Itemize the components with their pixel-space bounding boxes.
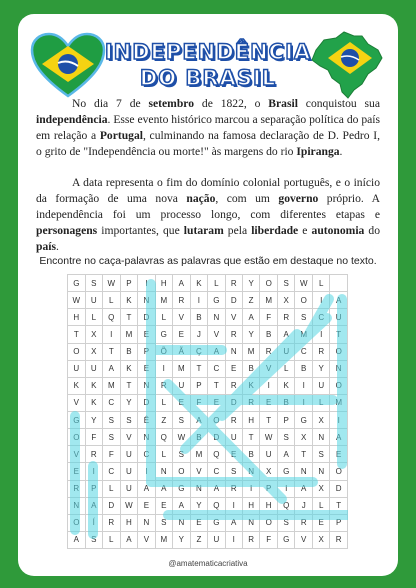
grid-cell: T (330, 326, 348, 343)
grid-cell: Õ (155, 343, 172, 360)
grid-cell: O (260, 514, 278, 531)
grid-cell: A (278, 326, 295, 343)
grid-cell: K (85, 394, 102, 411)
grid-cell: T (120, 309, 138, 326)
grid-cell: S (102, 429, 120, 446)
grid-cell: S (278, 275, 295, 292)
grid-cell: I (278, 480, 295, 497)
grid-cell: C (208, 463, 225, 480)
grid-cell: E (138, 360, 155, 377)
grid-cell: R (225, 377, 242, 394)
grid-cell: I (295, 377, 313, 394)
grid-cell: E (225, 446, 242, 463)
grid-cell: B (120, 343, 138, 360)
grid-cell: P (278, 412, 295, 429)
grid-cell: I (138, 463, 155, 480)
grid-cell: L (313, 275, 330, 292)
grid-cell: U (313, 377, 330, 394)
grid-cell: R (295, 514, 313, 531)
grid-cell: Ã (173, 343, 191, 360)
grid-cell: N (295, 463, 313, 480)
grid-cell: H (155, 275, 172, 292)
grid-cell: A (330, 292, 348, 309)
grid-cell: T (68, 326, 86, 343)
grid-cell: R (225, 412, 242, 429)
grid-cell: R (242, 531, 259, 548)
grid-cell: K (242, 377, 259, 394)
grid-cell: G (68, 275, 86, 292)
grid-cell: S (313, 446, 330, 463)
grid-cell: X (278, 292, 295, 309)
grid-cell: H (68, 309, 86, 326)
grid-cell: D (330, 480, 348, 497)
grid-cell: T (120, 377, 138, 394)
grid-cell: N (138, 514, 155, 531)
grid-cell: F (102, 446, 120, 463)
grid-cell: Y (173, 531, 191, 548)
grid-cell: B (190, 309, 207, 326)
grid-cell: R (278, 309, 295, 326)
grid-cell: V (68, 446, 86, 463)
grid-cell: I (85, 463, 102, 480)
grid-cell: H (242, 497, 259, 514)
grid-cell: T (260, 412, 278, 429)
grid-cell: N (225, 343, 242, 360)
grid-cell: T (190, 360, 207, 377)
grid-cell: E (190, 514, 207, 531)
grid-cell: T (295, 446, 313, 463)
grid-cell: E (260, 394, 278, 411)
grid-cell: G (208, 514, 225, 531)
grid-cell: D (102, 497, 120, 514)
grid-cell: U (85, 292, 102, 309)
grid-cell: O (260, 275, 278, 292)
grid-cell: U (225, 429, 242, 446)
grid-cell: A (173, 275, 191, 292)
grid-cell: E (330, 446, 348, 463)
grid-cell: W (120, 497, 138, 514)
grid-cell: C (313, 309, 330, 326)
grid-cell: R (102, 514, 120, 531)
grid-cell: U (120, 446, 138, 463)
grid-cell: H (120, 514, 138, 531)
grid-cell: U (120, 463, 138, 480)
grid-cell: Q (155, 429, 172, 446)
grid-cell: I (313, 326, 330, 343)
grid-cell: O (68, 343, 86, 360)
grid-cell: I (190, 292, 207, 309)
grid-cell: Z (190, 531, 207, 548)
grid-cell: N (173, 514, 191, 531)
grid-cell: A (138, 480, 155, 497)
grid-cell: R (330, 531, 348, 548)
grid-cell: A (330, 429, 348, 446)
grid-cell: L (313, 394, 330, 411)
grid-cell: P (138, 343, 155, 360)
grid-cell: V (120, 429, 138, 446)
grid-cell: A (173, 497, 191, 514)
grid-cell: U (278, 343, 295, 360)
grid-cell: L (85, 309, 102, 326)
grid-cell: S (278, 429, 295, 446)
grid-cell: A (102, 360, 120, 377)
grid-cell: O (68, 429, 86, 446)
grid-cell: V (138, 531, 155, 548)
grid-cell: C (295, 343, 313, 360)
grid-cell: G (155, 326, 172, 343)
grid-cell: X (85, 326, 102, 343)
grid-cell: Y (85, 412, 102, 429)
grid-cell: R (242, 394, 259, 411)
grid-cell: O (330, 343, 348, 360)
grid-cell: R (260, 343, 278, 360)
grid-cell: A (225, 514, 242, 531)
grid-cell: W (102, 275, 120, 292)
grid-cell: N (313, 463, 330, 480)
grid-cell: Ê (138, 412, 155, 429)
grid-cell: N (208, 309, 225, 326)
grid-cell: B (242, 360, 259, 377)
grid-cell: I (225, 531, 242, 548)
grid-cell: H (260, 497, 278, 514)
grid-cell: T (242, 429, 259, 446)
grid-cell: X (313, 412, 330, 429)
grid-cell: U (85, 360, 102, 377)
grid-cell: R (313, 343, 330, 360)
grid-cell: R (225, 326, 242, 343)
grid-cell: Y (242, 275, 259, 292)
grid-cell: O (68, 514, 86, 531)
grid-cell: C (102, 463, 120, 480)
grid-cell: K (120, 292, 138, 309)
grid-cell: J (190, 326, 207, 343)
title-line-2: DO BRASIL (139, 66, 277, 90)
grid-cell: A (295, 480, 313, 497)
grid-cell: Z (155, 412, 172, 429)
grid-cell: G (295, 412, 313, 429)
grid-cell: S (155, 514, 172, 531)
grid-cell: S (85, 531, 102, 548)
grid-cell: L (102, 531, 120, 548)
grid-cell: F (190, 394, 207, 411)
grid-cell: R (225, 480, 242, 497)
grid-cell: X (260, 463, 278, 480)
word-search-grid (67, 274, 348, 549)
grid-cell: G (208, 292, 225, 309)
grid-cell: B (242, 446, 259, 463)
grid-cell: E (173, 326, 191, 343)
grid-cell: D (138, 309, 155, 326)
paragraph-2: A data representa o fim do domínio colonial português, e o início da formação de uma nova nação, com um governo próprio. A independência foi um processo longo, com diferentes etapas e personagens importantes, que lutaram pela liberdade e autonomia do país. (36, 176, 381, 253)
grid-cell: R (85, 446, 102, 463)
grid-cell: A (155, 480, 172, 497)
grid-cell: V (173, 309, 191, 326)
grid-cell: O (208, 412, 225, 429)
grid-cell: B (295, 360, 313, 377)
grid-cell: Q (278, 497, 295, 514)
grid-cell: W (173, 429, 191, 446)
grid-cell: L (102, 480, 120, 497)
grid-cell: A (278, 446, 295, 463)
grid-cell: I (295, 394, 313, 411)
grid-cell: N (242, 463, 259, 480)
grid-cell: Z (242, 292, 259, 309)
grid-cell: S (173, 412, 191, 429)
instruction-text: Encontre no caça-palavras as palavras que estão em destaque no texto. (39, 255, 377, 267)
grid-cell: K (68, 377, 86, 394)
grid-cell: B (278, 394, 295, 411)
grid-cell: A (68, 531, 86, 548)
grid-cell: P (190, 377, 207, 394)
grid-cell: N (330, 360, 348, 377)
grid-cell: C (138, 446, 155, 463)
grid-cell: O (330, 377, 348, 394)
grid-cell: X (85, 343, 102, 360)
grid-cell: F (260, 309, 278, 326)
grid-cell: R (68, 480, 86, 497)
grid-cell: P (120, 275, 138, 292)
grid-cell: K (85, 377, 102, 394)
grid-cell: I (260, 377, 278, 394)
grid-cell: I (313, 292, 330, 309)
grid-cell: N (313, 429, 330, 446)
grid-cell: M (242, 343, 259, 360)
grid-cell: R (173, 292, 191, 309)
grid-cell: V (295, 531, 313, 548)
grid-cell: H (242, 412, 259, 429)
grid-cell: W (260, 429, 278, 446)
grid-cell: I (242, 480, 259, 497)
grid-cell: A (120, 531, 138, 548)
grid-cell: L (208, 275, 225, 292)
grid-cell: G (173, 480, 191, 497)
grid-cell: R (225, 275, 242, 292)
grid-cell: W (68, 292, 86, 309)
grid-cell: J (295, 497, 313, 514)
grid-cell: V (225, 309, 242, 326)
grid-cell: E (68, 463, 86, 480)
grid-cell: V (208, 326, 225, 343)
grid-cell: I (102, 326, 120, 343)
grid-cell: S (225, 463, 242, 480)
grid-cell: S (295, 309, 313, 326)
grid-cell: C (208, 360, 225, 377)
grid-cell: M (155, 531, 172, 548)
grid-cell: V (260, 360, 278, 377)
grid-cell: L (155, 394, 172, 411)
grid-cell: A (190, 412, 207, 429)
grid-cell: I (225, 497, 242, 514)
grid-cell: Q (208, 497, 225, 514)
grid-cell: O (173, 463, 191, 480)
footer-credit: @amatematicacriativa (168, 559, 248, 568)
grid-cell: N (155, 463, 172, 480)
grid-cell: A (85, 497, 102, 514)
grid-cell: A (208, 343, 225, 360)
grid-cell: E (173, 394, 191, 411)
grid-cell: X (313, 480, 330, 497)
grid-cell: U (330, 309, 348, 326)
grid-cell: O (330, 463, 348, 480)
grid-cell: K (190, 275, 207, 292)
grid-cell: S (85, 275, 102, 292)
grid-cell: C (102, 394, 120, 411)
grid-cell: I (138, 275, 155, 292)
grid-cell: T (330, 497, 348, 514)
grid-cell: L (155, 446, 172, 463)
grid-cell: S (120, 412, 138, 429)
grid-cell: U (120, 480, 138, 497)
grid-cell: L (278, 360, 295, 377)
grid-cell: Q (102, 309, 120, 326)
paragraph-1: No dia 7 de setembro de 1822, o Brasil conquistou sua independência. Esse evento histórico marcou a separação política do país em relação a Portugal, culminando na famosa declaração de D. Pedro I, o grito de "Independência ou morte!" às margens do rio Ipiranga. (36, 97, 381, 158)
grid-cell: M (260, 292, 278, 309)
grid-cell: N (138, 292, 155, 309)
grid-cell: S (102, 412, 120, 429)
grid-cell: Y (242, 326, 259, 343)
grid-cell: U (208, 531, 225, 548)
grid-cell: K (120, 360, 138, 377)
grid-cell: E (138, 497, 155, 514)
grid-cell: E (225, 360, 242, 377)
grid-cell: V (68, 394, 86, 411)
grid-cell: D (208, 429, 225, 446)
title-line-1: INDEPENDÊNCIA (104, 40, 312, 64)
grid-cell: P (85, 480, 102, 497)
grid-cell: I (155, 360, 172, 377)
grid-cell: P (260, 480, 278, 497)
grid-cell: F (260, 531, 278, 548)
highlight-overlay (67, 274, 348, 549)
grid-cell: B (190, 429, 207, 446)
grid-cell: N (68, 497, 86, 514)
grid-cell: S (278, 514, 295, 531)
grid-cell: T (208, 377, 225, 394)
grid-cell: E (208, 394, 225, 411)
grid-cell: G (278, 531, 295, 548)
grid-cell: Y (313, 360, 330, 377)
grid-cell: E (155, 497, 172, 514)
grid-cell: V (190, 463, 207, 480)
grid-cell: Y (190, 497, 207, 514)
grid-cell: M (190, 446, 207, 463)
grid-cell: G (68, 412, 86, 429)
grid-cell: U (173, 377, 191, 394)
grid-cell: D (225, 292, 242, 309)
grid-cell: D (138, 394, 155, 411)
grid-cell: Q (208, 446, 225, 463)
grid-cell: U (260, 446, 278, 463)
grid-cell: Ç (190, 343, 207, 360)
grid-cell: X (313, 531, 330, 548)
grid-cell: Í (85, 514, 102, 531)
grid-cell: M (295, 326, 313, 343)
grid-cell: X (295, 429, 313, 446)
grid-cell: O (295, 292, 313, 309)
grid-cell: W (295, 275, 313, 292)
grid-cell: N (138, 377, 155, 394)
grid-cell: L (155, 309, 172, 326)
grid-cell: P (330, 514, 348, 531)
grid-cell: S (173, 446, 191, 463)
grid-cell: A (208, 480, 225, 497)
grid-cell: G (278, 463, 295, 480)
grid-cell: A (242, 309, 259, 326)
grid-cell: I (330, 412, 348, 429)
grid-cell: M (120, 326, 138, 343)
grid-cell: Y (120, 394, 138, 411)
grid-cell: N (242, 514, 259, 531)
grid-cell: E (313, 514, 330, 531)
grid-cell: L (313, 497, 330, 514)
grid-cell: D (225, 394, 242, 411)
grid-cell: N (190, 480, 207, 497)
grid-cell: F (85, 429, 102, 446)
grid-cell: T (102, 343, 120, 360)
grid-cell: U (68, 360, 86, 377)
grid-cell: N (138, 429, 155, 446)
grid-cell: M (173, 360, 191, 377)
grid-cell: M (102, 377, 120, 394)
grid-cell: R (155, 377, 172, 394)
grid-cell: L (102, 292, 120, 309)
grid-cell: B (260, 326, 278, 343)
grid-cell: E (138, 326, 155, 343)
grid-cell: K (278, 377, 295, 394)
grid-cell: M (330, 394, 348, 411)
grid-cell: M (155, 292, 172, 309)
